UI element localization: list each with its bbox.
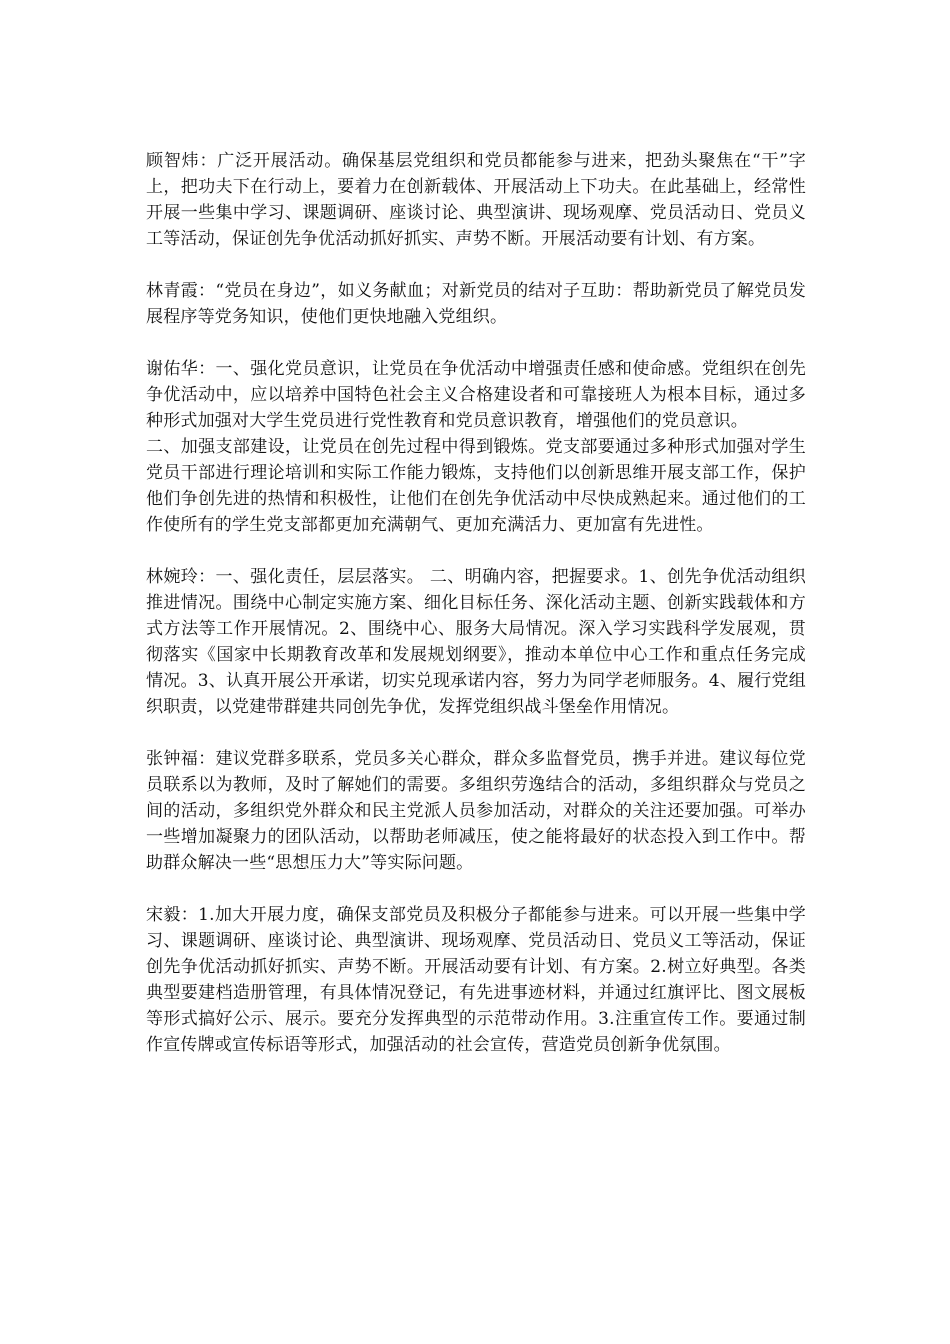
paragraph-zhang-zhongfu: 张钟福：建议党群多联系，党员多关心群众，群众多监督党员，携手并进。建议每位党员联系以为教师，及时了解她们的需要。多组织劳逸结合的活动，多组织群众与党员之间的活动，多组织党外群众和民主党派人员参加活动，对群众的关注还要加强。可举办一些增加凝聚力的团队活动，以帮助老师减压，使之能将最好的状态投入到工作中。帮助群众解决一些“思想压力大”等实际问题。 [146, 749, 806, 873]
paragraph-lin-wanling: 林婉玲：一、强化责任，层层落实。 二、明确内容，把握要求。1、创先争优活动组织推进情况。围绕中心制定实施方案、细化目标任务、深化活动主题、创新实践载体和方式方法等工作开展情况。2、围绕中心、服务大局情况。深入学习实践科学发展观，贯彻落实《国家中长期教育改革和发展规划纲要》，推动本单位中心工作和重点任务完成情况。3、认真开展公开承诺，切实兑现承诺内容，努力为同学老师服务。4、履行党组织职责，以党建带群建共同创先争优，发挥党组织战斗堡垒作用情况。 [146, 567, 806, 717]
document-body [146, 148, 806, 1058]
paragraph-gu-zhiwei: 顾智炜：广泛开展活动。确保基层党组织和党员都能参与进来，把劲头聚焦在“干”字上，把功夫下在行动上，要着力在创新载体、开展活动上下功夫。在此基础上，经常性开展一些集中学习、课题调研、座谈讨论、典型演讲、现场观摩、党员活动日、党员义工等活动，保证创先争优活动抓好抓实、声势不断。开展活动要有计划、有方案。 [146, 151, 806, 249]
paragraph-song-yi: 宋毅：1.加大开展力度，确保支部党员及积极分子都能参与进来。可以开展一些集中学习、课题调研、座谈讨论、典型演讲、现场观摩、党员活动日、党员义工等活动，保证创先争优活动抓好抓实、声势不断。开展活动要有计划、有方案。2.树立好典型。各类典型要建档造册管理，有具体情况登记，有先进事迹材料，并通过红旗评比、图文展板等形式搞好公示、展示。要充分发挥典型的示范带动作用。3.注重宣传工作。要通过制作宣传牌或宣传标语等形式，加强活动的社会宣传，营造党员创新争优氛围。 [146, 905, 806, 1055]
paragraph-xie-youhua-point-two: 二、加强支部建设，让党员在创先过程中得到锻炼。党支部要通过多种形式加强对学生党员干部进行理论培训和实际工作能力锻炼，支持他们以创新思维开展支部工作，保护他们争创先进的热情和积极性，让他们在创先争优活动中尽快成熟起来。通过他们的工作使所有的学生党支部都更加充满朝气、更加充满活力、更加富有先进性。 [146, 437, 806, 535]
paragraph-xie-youhua: 谢佑华：一、强化党员意识，让党员在争优活动中增强责任感和使命感。党组织在创先争优活动中，应以培养中国特色社会主义合格建设者和可靠接班人为根本目标，通过多种形式加强对大学生党员进行党性教育和党员意识教育，增强他们的党员意识。 [146, 359, 806, 431]
paragraph-lin-qingxia: 林青霞：“党员在身边”，如义务献血；对新党员的结对子互助：帮助新党员了解党员发展程序等党务知识，使他们更快地融入党组织。 [146, 281, 806, 327]
